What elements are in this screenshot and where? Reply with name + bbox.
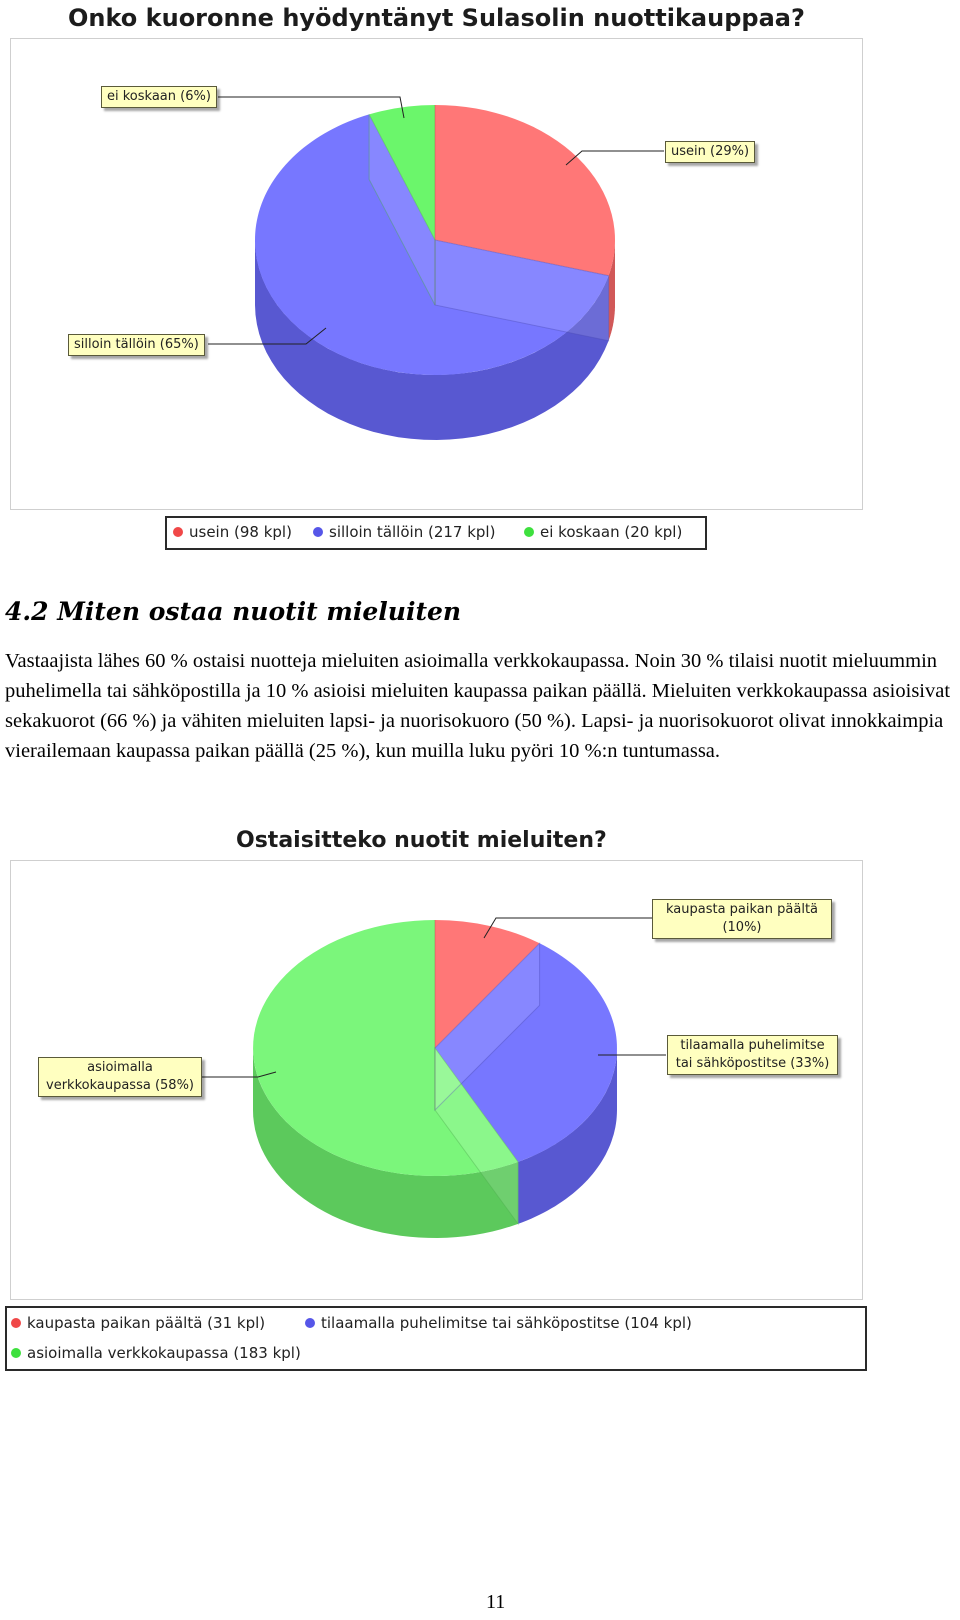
chart-1-callout-silloin-tallloin: silloin tällöin (65%) <box>68 334 205 356</box>
legend-label: silloin tällöin (217 kpl) <box>329 523 496 541</box>
callout-line: verkkokaupassa (58%) <box>46 1078 194 1093</box>
legend-dot-blue-icon <box>305 1318 315 1328</box>
legend-label: usein (98 kpl) <box>189 523 292 541</box>
callout-line: tilaamalla puhelimitse <box>680 1038 825 1053</box>
callout-line: asioimalla <box>87 1060 153 1075</box>
chart-2-legend <box>5 1306 867 1371</box>
chart-1-callout-ei-koskaan: ei koskaan (6%) <box>101 86 217 108</box>
chart-1-callout-usein: usein (29%) <box>665 141 755 163</box>
chart-2-legend-item-asioimalla <box>11 1344 301 1362</box>
legend-label: asioimalla verkkokaupassa (183 kpl) <box>27 1344 301 1362</box>
legend-dot-green-icon <box>11 1348 21 1358</box>
legend-label: ei koskaan (20 kpl) <box>540 523 683 541</box>
page-number: 11 <box>486 1591 506 1613</box>
callout-line: tai sähköpostitse (33%) <box>675 1056 830 1071</box>
legend-label: kaupasta paikan päältä (31 kpl) <box>27 1314 266 1332</box>
chart-2-legend-item-tilaamalla <box>305 1314 692 1332</box>
chart-2-callout-asioimalla <box>38 1057 202 1097</box>
chart-2-callout-tilaamalla <box>667 1035 838 1075</box>
legend-dot-red-icon <box>11 1318 21 1328</box>
callout-line: (10%) <box>722 920 762 935</box>
chart-2-title: Ostaisitteko nuotit mieluiten? <box>236 828 607 853</box>
section-paragraph: Vastaajista lähes 60 % ostaisi nuotteja mieluiten asioimalla verkkokaupassa. Noin 30 % tilaisi nuotit mieluummin puhelimella tai sähköpostilla ja 10 % asioisi mieluiten kaupassa paikan päällä. Mieluiten verkkokaupassa asioisivat sekakuorot (66 %) ja vähiten mieluiten lapsi- ja nuorisokuoro (50 %). Lapsi- ja nuorisokuorot olivat innokkaimpia vierailemaan kaupassa paikan päällä (25 %), kun muilla luku pyöri 10 %:n tuntumassa. <box>5 650 951 762</box>
legend-label: tilaamalla puhelimitse tai sähköpostitse (104 kpl) <box>321 1314 692 1332</box>
chart-2-legend-item-kaupasta <box>11 1314 265 1332</box>
section-heading: 4.2 Miten ostaa nuotit mieluiten <box>5 597 462 626</box>
callout-line: kaupasta paikan päältä <box>665 902 819 917</box>
chart-1-title: Onko kuoronne hyödyntänyt Sulasolin nuottikauppaa? <box>68 4 805 32</box>
chart-2-callout-kaupasta <box>652 899 832 939</box>
